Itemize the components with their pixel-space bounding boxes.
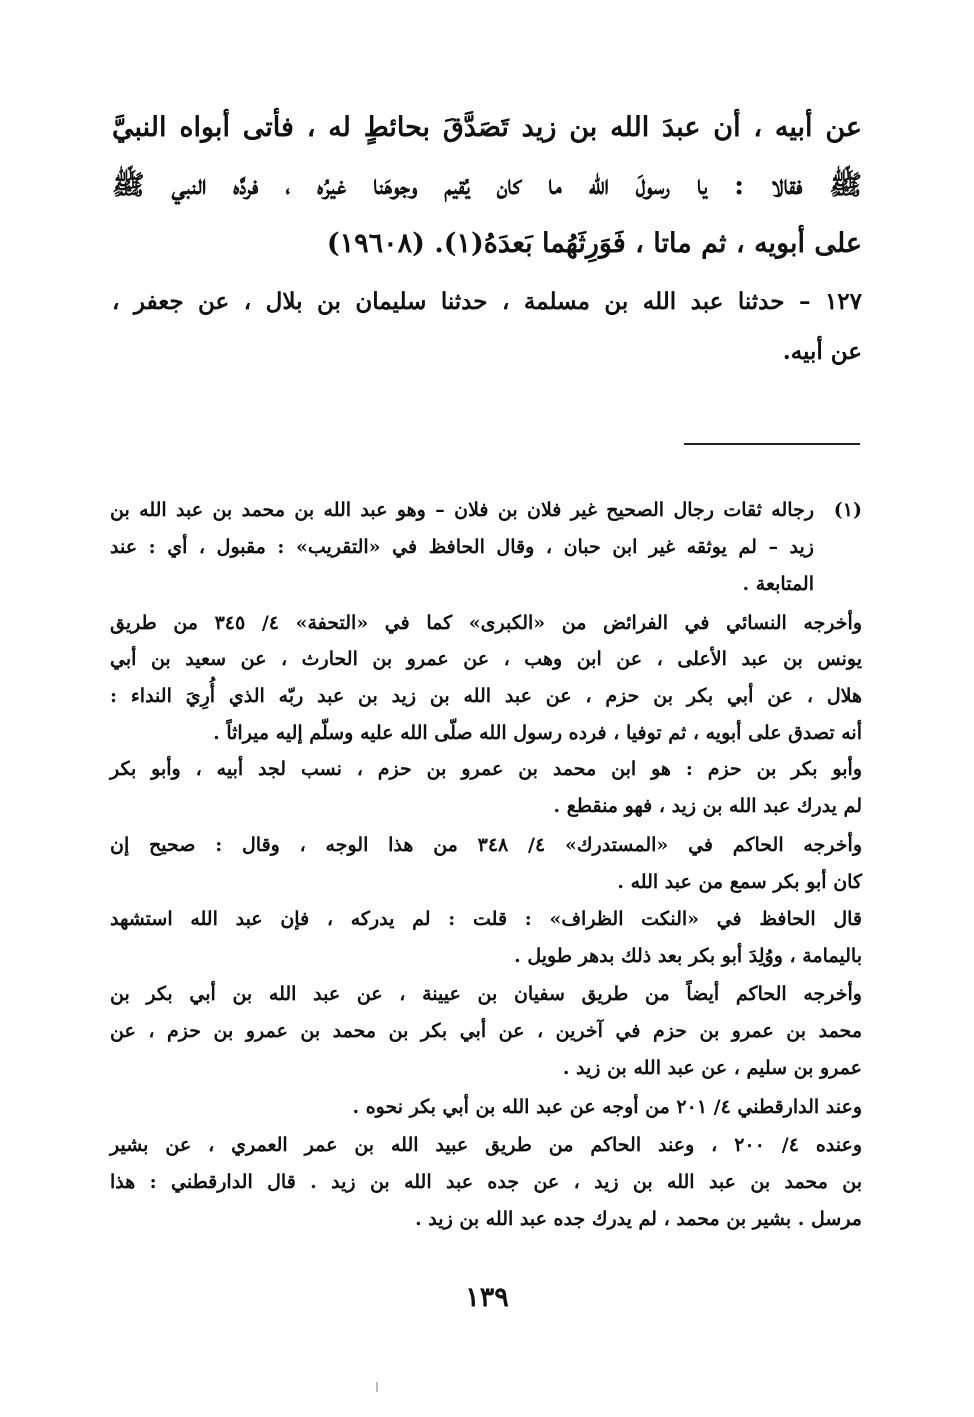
scan-speck	[376, 1382, 378, 1392]
footnote-line-4: وأخرجه النسائي في الفرائض من «الكبرى» كما في «التحفة» ٤/ ٣٤٥ من طريق	[110, 612, 862, 634]
footnote-line-11: كان أبو بكر سمع من عبد الله .	[617, 871, 862, 893]
footnote-line-1: رجاله ثقات رجال الصحيح غير فلان بن فلان – وهو عبد الله بن محمد بن عبد الله بن	[110, 499, 814, 521]
main-text-line-3: على أبويه ، ثم ماتا ، فَوَرِثَهُما بَعدَهُ(١). (١٩٦٠٨)	[326, 228, 862, 259]
footnote-number: (١)	[833, 499, 862, 521]
footnote-line-7: أنه تصدق على أبويه ، ثم توفيا ، فرده رسول الله صلّى الله عليه وسلّم إليه ميراثاً .	[213, 722, 862, 744]
hadith-127-line-1: ١٢٧ – حدثنا عبد الله بن مسلمة ، حدثنا سليمان بن بلال ، عن جعفر ،	[112, 288, 862, 315]
main-text-line-2: ﷺ فقالا : يا رسولَ الله ما كان يُقيم وجوهَنا غيرُه ، فردَّه النبي ﷺ	[112, 170, 862, 201]
footnote-line-17: وعند الدارقطني ٤/ ٢٠١ من أوجه عن عبد الله بن أبي بكر نحوه .	[352, 1096, 862, 1118]
footnote-line-10: وأخرجه الحاكم في «المستدرك» ٤/ ٣٤٨ من هذا الوجه ، وقال : صحيح إن	[110, 834, 862, 856]
footnote-line-12: قال الحافظ في «النكت الظراف» : قلت : لم يدركه ، فإن عبد الله استشهد	[110, 908, 862, 930]
footnote-line-20: مرسل . بشير بن محمد ، لم يدرك جده عبد الله بن زيد .	[415, 1208, 862, 1230]
footnote-line-15: محمد بن عمرو بن حزم في آخرين ، عن أبي بكر بن محمد بن عمرو بن حزم ، عن	[110, 1020, 862, 1042]
footnote-line-8: وأبو بكر بن حزم : هو ابن محمد بن عمرو بن حزم ، نسب لجد أبيه ، وأبو بكر	[110, 758, 862, 780]
page-number: ١٣٩	[465, 1282, 509, 1313]
footnote-line-19: بن محمد بن عبد الله بن زيد ، عن جده عبد الله بن زيد . قال الدارقطني : هذا	[110, 1171, 862, 1193]
footnote-line-14: وأخرجه الحاكم أيضاً من طريق سفيان بن عيينة ، عن عبد الله بن أبي بكر بن	[110, 983, 862, 1005]
footnote-separator	[684, 443, 860, 445]
main-text-line-1: عن أبيه ، أن عبدَ الله بن زيد تَصَدَّقَ بحائطٍ له ، فأتى أبواه النبيَّ	[112, 112, 862, 143]
footnote-line-5: يونس بن عبد الأعلى ، عن ابن وهب ، عن عمرو بن الحارث ، عن سعيد بن أبي	[110, 648, 862, 670]
footnote-line-3: المتابعة .	[742, 573, 814, 595]
footnote-line-2: زيد – لم يوثقه غير ابن حبان ، وقال الحافظ في «التقريب» : مقبول ، أي : عند	[110, 536, 814, 558]
footnote-line-18: وعنده ٤/ ٢٠٠ ، وعند الحاكم من طريق عبيد الله بن عمر العمري ، عن بشير	[110, 1134, 863, 1156]
footnote-line-6: هلال ، عن أبي بكر بن حزم ، عن عبد الله بن زيد بن عبد ربّه الذي أُرِيَ النداء :	[110, 685, 862, 707]
footnote-line-13: باليمامة ، ووُلِدَ أبو بكر بعد ذلك بدهر طويل .	[514, 945, 862, 967]
footnote-line-16: عمرو بن سليم ، عن عبد الله بن زيد .	[562, 1057, 862, 1079]
footnote-line-9: لم يدرك عبد الله بن زيد ، فهو منقطع .	[553, 795, 862, 817]
hadith-127-line-2: عن أبيه.	[782, 338, 862, 365]
